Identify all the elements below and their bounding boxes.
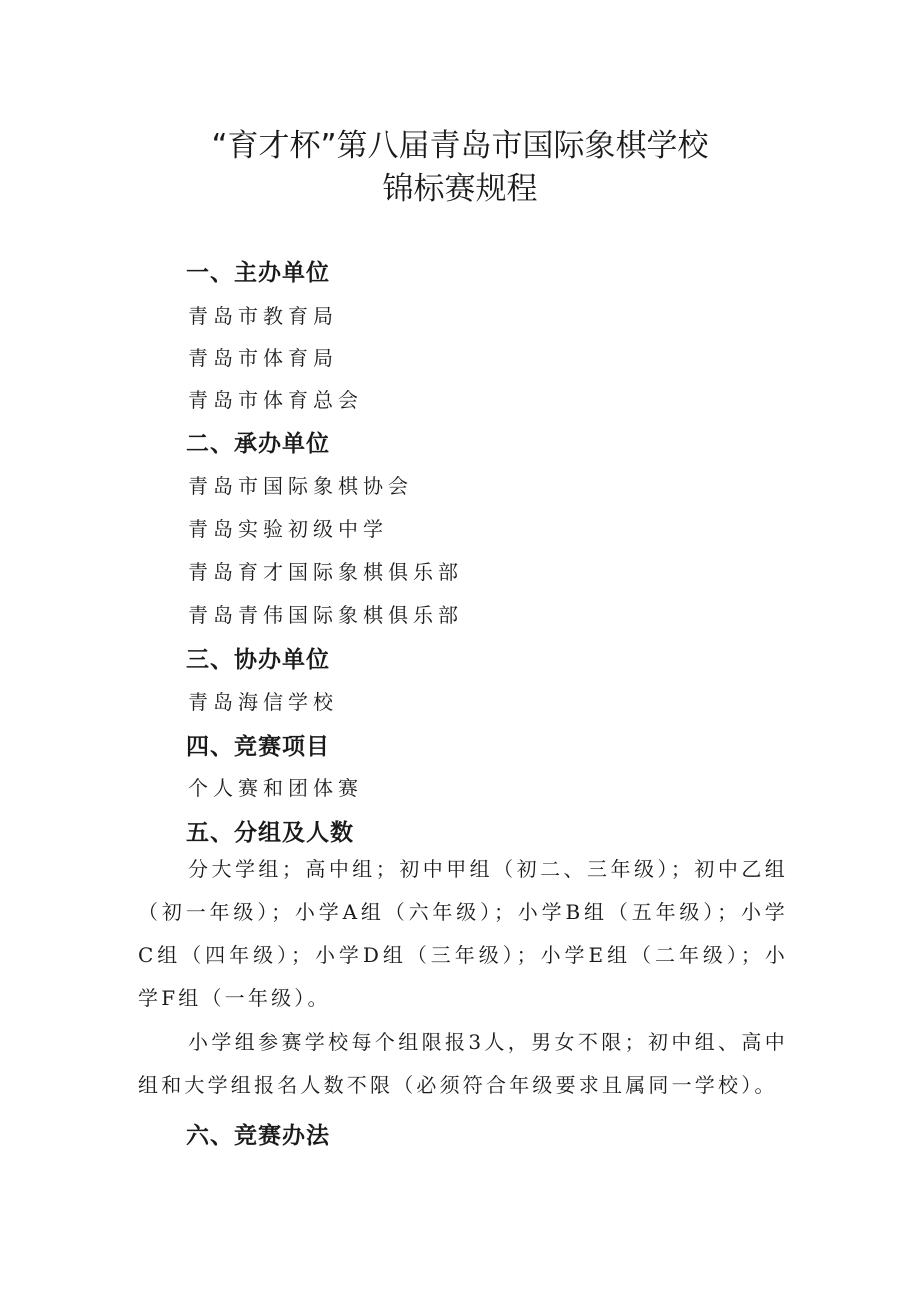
events-item: 个人赛和团体赛: [188, 776, 363, 800]
host-item: 青岛市国际象棋协会: [188, 474, 413, 498]
section-heading-events: 四、竞赛项目: [186, 734, 330, 760]
document-title-line-2: 锦标赛规程: [382, 171, 538, 207]
organizer-item: 青岛市体育总会: [188, 388, 363, 412]
host-item: 青岛青伟国际象棋俱乐部: [188, 603, 463, 627]
organizer-item: 青岛市体育局: [188, 346, 338, 370]
section-heading-groups: 五、分组及人数: [186, 820, 354, 846]
co-organizer-item: 青岛海信学校: [188, 690, 338, 714]
section-heading-competition-method: 六、竞赛办法: [186, 1123, 330, 1149]
quota-paragraph: 小学组参赛学校每个组限报3人，男女不限；初中组、高中组和大学组报名人数不限（必须符合年级要求且属同一学校）。: [138, 1030, 788, 1097]
organizer-item: 青岛市教育局: [188, 304, 338, 328]
section-heading-co-organizer: 三、协办单位: [186, 647, 330, 673]
section-heading-host: 二、承办单位: [186, 431, 330, 457]
section-heading-organizer: 一、主办单位: [186, 260, 330, 286]
host-item: 青岛育才国际象棋俱乐部: [188, 560, 463, 584]
groups-paragraph: 分大学组；高中组；初中甲组（初二、三年级）；初中乙组（初一年级）；小学A组（六年级）；小学B组（五年级）；小学C组（四年级）；小学D组（三年级）；小学E组（二年级）；小学F组（一年级）。: [138, 857, 788, 1010]
host-item: 青岛实验初级中学: [188, 517, 388, 541]
document-title-line-1: “育才杯”第八届青岛市国际象棋学校: [211, 128, 709, 164]
